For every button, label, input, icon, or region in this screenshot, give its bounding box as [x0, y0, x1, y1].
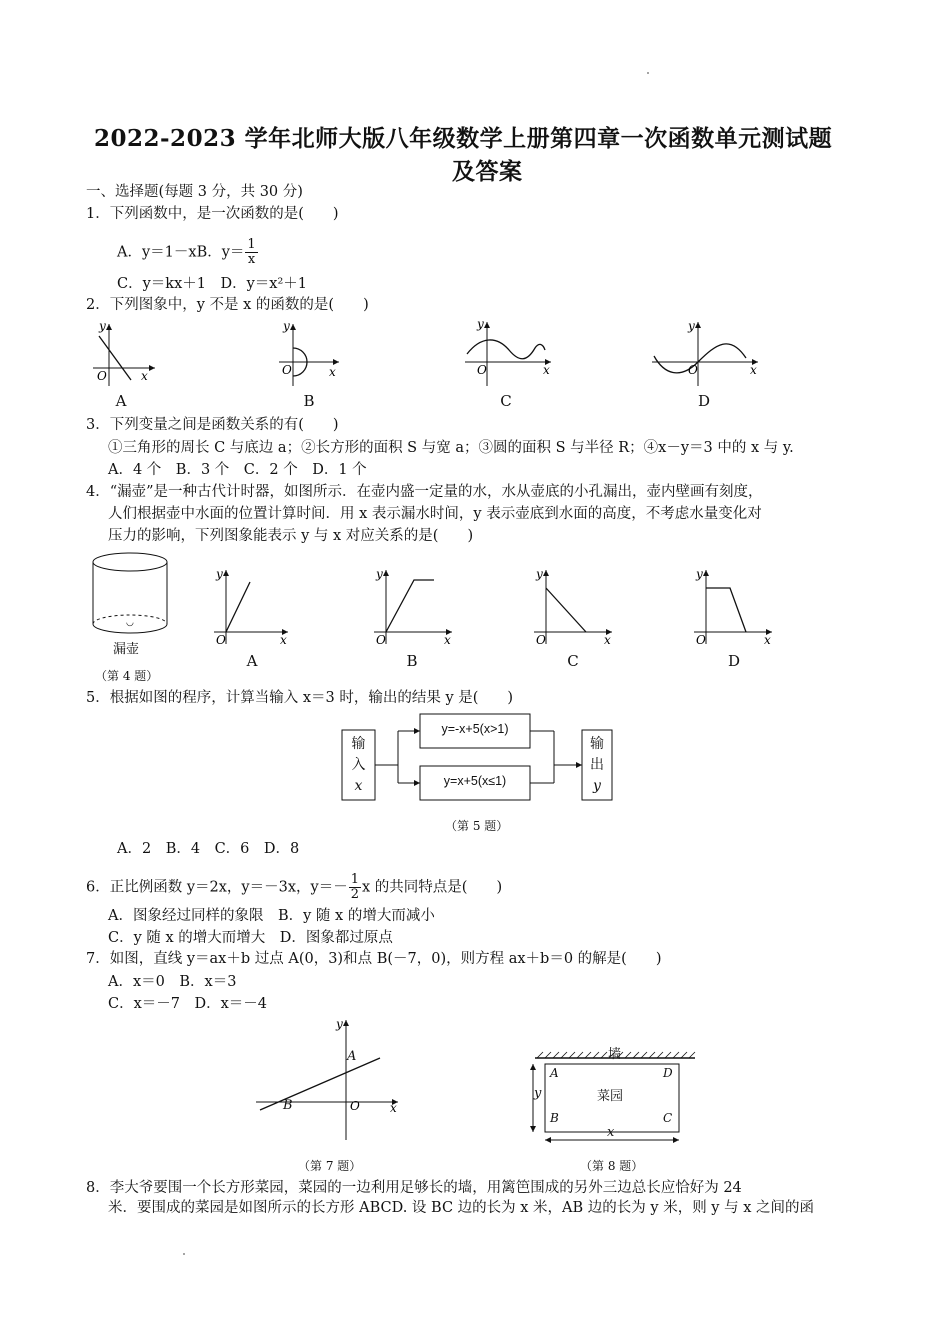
q5-input-char2: 入	[351, 757, 366, 773]
svg-text:x: x	[390, 1101, 397, 1115]
svg-text:O: O	[350, 1099, 360, 1113]
q6-options-ab: A．图象经过同样的象限 B．y 随 x 的增大而减小	[108, 908, 435, 924]
q8-line2: 米．要围成的菜园是如图所示的长方形 ABCD. 设 BC 边的长为 x 米，AB 边的长为 y 米，则 y 与 x 之间的函	[108, 1200, 815, 1216]
q3-stem: 3．下列变量之间是函数关系的有( )	[86, 417, 339, 433]
svg-text:O: O	[282, 363, 292, 377]
q4-label-b: B	[406, 652, 418, 670]
svg-text:O: O	[216, 633, 226, 647]
svg-text:O: O	[688, 363, 698, 377]
q7-stem: 7．如图，直线 y＝ax＋b 过点 A(0，3)和点 B(－7，0)，则方程 ax＋b＝0 的解是( )	[86, 951, 662, 967]
svg-text:y: y	[99, 319, 106, 333]
q5-box-top: y=-x+5(x>1)	[441, 722, 509, 736]
section-heading: 一、选择题(每题 3 分，共 30 分)	[86, 184, 303, 200]
q5-stem: 5．根据如图的程序，计算当输入 x＝3 时，输出的结果 y 是( )	[86, 690, 514, 706]
svg-text:y: y	[216, 567, 223, 581]
q5-input-var: x	[354, 778, 363, 794]
svg-text:x: x	[764, 633, 771, 647]
q1-option-a: A．y＝1－xB．y＝	[117, 244, 245, 261]
q4-label-d: D	[727, 652, 741, 670]
q4-line2: 人们根据壶中水面的位置计算时间．用 x 表示漏水时间，y 表示壶底到水面的高度，不考虑水量变化对	[108, 506, 762, 522]
q2-graph-b	[279, 319, 339, 386]
fig8-side-y: y	[534, 1086, 542, 1101]
q6-fraction: $\frac{1}{2}$	[350, 872, 359, 902]
q7-point-a: A	[347, 1049, 357, 1064]
q5-output-char1: 输	[590, 736, 604, 752]
q4-graph-c	[534, 567, 612, 647]
q2-graphs	[85, 318, 785, 390]
fig8-caption: （第 8 题）	[580, 1159, 644, 1173]
q1-option-b-fraction: $\frac{1}{x}$	[247, 237, 256, 267]
page-title: 2022-2023 学年北师大版八年级数学上册第四章一次函数单元测试题	[94, 125, 833, 152]
q2-graph-a	[93, 319, 155, 386]
fig8-garden-label: 菜园	[597, 1089, 624, 1104]
q1-options-ab	[117, 238, 259, 267]
q5-caption: （第 5 题）	[445, 819, 509, 833]
q2-graph-c	[465, 318, 551, 386]
q4-vessel-label: 漏壶	[113, 642, 140, 657]
q2-label-c: C	[500, 392, 512, 410]
svg-text:O: O	[696, 633, 706, 647]
fig8-corner-d: D	[663, 1066, 673, 1080]
q5-output-box	[582, 734, 612, 797]
svg-text:x: x	[141, 369, 148, 383]
q7-caption: （第 7 题）	[298, 1159, 362, 1173]
q4-graph-b	[374, 567, 452, 647]
q4-label-a: A	[246, 652, 258, 670]
svg-text:x: x	[750, 363, 757, 377]
q6-stem-pre: 6．正比例函数 y＝2x，y＝－3x，y＝－	[86, 879, 348, 896]
q3-options: A．4 个 B．3 个 C．2 个 D．1 个	[108, 462, 367, 478]
q4-line3: 压力的影响，下列图象能表示 y 与 x 对应关系的是( )	[108, 528, 474, 544]
svg-text:◡: ◡	[126, 618, 134, 628]
q4-graph-d	[694, 567, 772, 647]
fig8-wall-label: 墙	[608, 1047, 622, 1062]
q3-items: ①三角形的周长 C 与底边 a；②长方形的面积 S 与宽 a；③圆的面积 S 与半径 R；④x－y＝3 中的 x 与 y.	[108, 440, 794, 456]
svg-text:O: O	[97, 369, 107, 383]
q7-options-ab: A．x＝0 B．x＝3	[108, 974, 237, 990]
fig8-corner-c: C	[663, 1111, 673, 1125]
q1-stem: 1．下列函数中，是一次函数的是( )	[86, 206, 339, 222]
q2-label-d: D	[697, 392, 711, 410]
q4-label-c: C	[567, 652, 579, 670]
scan-dot	[183, 1253, 185, 1255]
svg-text:y: y	[477, 318, 484, 331]
q4-figures	[85, 548, 785, 648]
fig8-corner-b: B	[550, 1111, 559, 1125]
svg-text:x: x	[329, 365, 336, 379]
q8-line1: 8．李大爷要围一个长方形菜园，菜园的一边利用足够长的墙，用篱笆围成的另外三边总长应恰好为 24	[86, 1180, 742, 1196]
scan-dot	[647, 72, 649, 74]
q2-label-b: B	[303, 392, 315, 410]
svg-text:y: y	[336, 1017, 343, 1031]
fig8-corner-a: A	[550, 1066, 559, 1080]
q4-caption: （第 4 题）	[95, 669, 159, 683]
q7-options-cd: C．x＝－7 D．x＝－4	[108, 996, 268, 1012]
svg-text:x: x	[543, 363, 550, 377]
svg-text:y: y	[283, 319, 290, 333]
svg-text:y: y	[688, 319, 695, 333]
q5-output-char2: 出	[590, 757, 604, 773]
q5-output-var: y	[593, 778, 601, 794]
q7-graph	[252, 1012, 412, 1147]
q2-label-a: A	[115, 392, 127, 410]
svg-text:x: x	[604, 633, 611, 647]
q5-box-bottom: y=x+5(x≤1)	[443, 774, 507, 788]
q1-options-cd: C．y＝kx＋1 D．y＝x²＋1	[117, 276, 308, 292]
svg-text:O: O	[376, 633, 386, 647]
q5-input-char1: 输	[351, 736, 366, 752]
leaky-vessel-illustration	[93, 553, 167, 633]
svg-text:y: y	[696, 567, 703, 581]
q6-stem-post: x 的共同特点是( )	[362, 879, 503, 896]
page-title-cont: 及答案	[452, 158, 523, 185]
svg-text:O: O	[536, 633, 546, 647]
q2-stem: 2．下列图象中，y 不是 x 的函数的是( )	[86, 297, 369, 313]
q5-options: A．2 B．4 C．6 D．8	[117, 841, 300, 857]
svg-text:y: y	[536, 567, 543, 581]
svg-text:O: O	[477, 363, 487, 377]
q6-options-cd: C．y 随 x 的增大而增大 D．图象都过原点	[108, 930, 393, 946]
q4-graph-a	[214, 567, 288, 647]
q5-input-box	[342, 734, 375, 797]
q2-graph-d	[652, 319, 758, 386]
svg-text:x: x	[280, 633, 287, 647]
q7-point-b: B	[283, 1098, 293, 1113]
q4-line1: 4．“漏壶”是一种古代计时器，如图所示．在壶内盛一定量的水，水从壶底的小孔漏出，壶内壁画有刻度，	[86, 484, 763, 500]
svg-text:y: y	[376, 567, 383, 581]
q6-stem	[86, 873, 502, 902]
svg-text:x: x	[444, 633, 451, 647]
fig8-side-x: x	[607, 1125, 615, 1140]
